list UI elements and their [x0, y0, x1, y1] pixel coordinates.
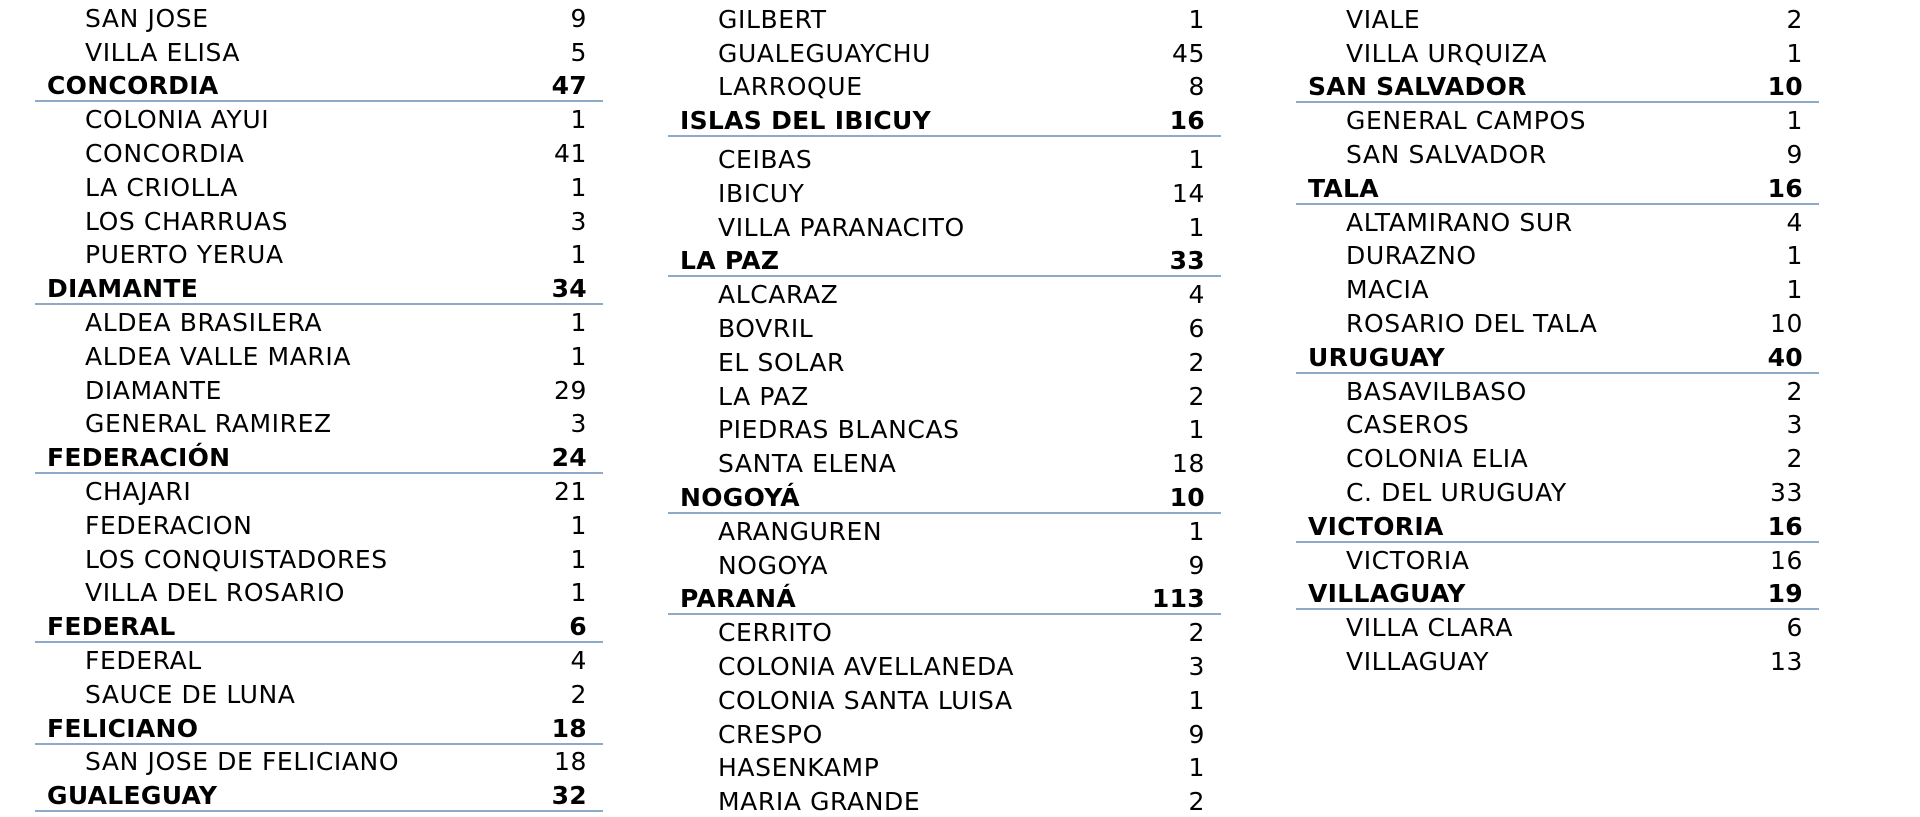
locality-row	[1308, 204, 1807, 238]
locality-row	[1308, 1, 1807, 35]
department-header-row	[47, 270, 591, 304]
locality-row	[47, 406, 591, 440]
locality-name: PUERTO YERUA	[85, 240, 284, 270]
locality-count: 1	[570, 341, 587, 371]
department-name: GUALEGUAY	[47, 781, 218, 811]
locality-column-2	[680, 1, 1209, 817]
locality-count: 9	[570, 3, 587, 33]
locality-row	[47, 676, 591, 710]
locality-name: IBICUY	[718, 178, 805, 208]
locality-row	[1308, 305, 1807, 339]
locality-row	[1308, 407, 1807, 441]
locality-count: 1	[570, 510, 587, 540]
locality-count: 2	[1786, 444, 1803, 474]
locality-count: 29	[553, 375, 587, 405]
locality-row	[680, 69, 1209, 103]
locality-row	[680, 716, 1209, 750]
department-header-row	[47, 68, 591, 102]
locality-row	[47, 34, 591, 68]
department-total: 40	[1767, 342, 1803, 372]
locality-name: LOS CONQUISTADORES	[85, 544, 388, 574]
locality-row	[680, 209, 1209, 243]
locality-name: CONCORDIA	[85, 138, 245, 168]
department-header-row	[680, 243, 1209, 277]
locality-row	[47, 541, 591, 575]
locality-count: 1	[1786, 241, 1803, 271]
locality-name: VILLA URQUIZA	[1346, 38, 1548, 68]
locality-count: 2	[1188, 618, 1205, 648]
locality-name: VILLAGUAY	[1346, 646, 1490, 676]
department-name: NOGOYÁ	[680, 482, 800, 512]
locality-name: SANTA ELENA	[718, 449, 897, 479]
department-header-row	[47, 608, 591, 642]
locality-count: 4	[1188, 280, 1205, 310]
locality-row	[680, 344, 1209, 378]
department-name: LA PAZ	[680, 246, 780, 276]
locality-count: 1	[1786, 106, 1803, 136]
locality-name: CRESPO	[718, 719, 823, 749]
locality-row	[680, 1, 1209, 35]
department-total: 10	[1169, 482, 1205, 512]
department-name: TALA	[1308, 173, 1379, 203]
locality-row	[680, 276, 1209, 310]
locality-count: 10	[1769, 308, 1803, 338]
locality-count: 18	[1171, 449, 1205, 479]
locality-name: BOVRIL	[718, 313, 814, 343]
locality-row	[47, 169, 591, 203]
locality-row	[680, 783, 1209, 817]
department-name: FEDERACIÓN	[47, 443, 231, 473]
locality-name: GILBERT	[718, 4, 827, 34]
department-name: ISLAS DEL IBICUY	[680, 106, 931, 136]
locality-name: SAUCE DE LUNA	[85, 679, 296, 709]
locality-name: VILLA CLARA	[1346, 613, 1514, 643]
locality-count: 3	[570, 409, 587, 439]
department-header-row	[47, 439, 591, 473]
locality-count: 2	[1786, 4, 1803, 34]
locality-count: 1	[570, 172, 587, 202]
locality-count: 2	[570, 679, 587, 709]
department-name: SAN SALVADOR	[1308, 72, 1527, 102]
locality-count: 2	[1188, 787, 1205, 817]
locality-count: 6	[1188, 313, 1205, 343]
locality-row	[47, 135, 591, 169]
locality-count: 1	[1188, 212, 1205, 242]
locality-row	[47, 203, 591, 237]
locality-count: 2	[1786, 376, 1803, 406]
department-header-row	[47, 710, 591, 744]
locality-count: 1	[1188, 144, 1205, 174]
locality-count: 13	[1769, 646, 1803, 676]
locality-row	[680, 513, 1209, 547]
locality-count: 9	[1786, 139, 1803, 169]
locality-row	[1308, 238, 1807, 272]
locality-count: 1	[1188, 753, 1205, 783]
locality-name: COLONIA SANTA LUISA	[718, 685, 1013, 715]
locality-name: ROSARIO DEL TALA	[1346, 308, 1598, 338]
department-total: 16	[1767, 511, 1803, 541]
locality-row	[1308, 271, 1807, 305]
locality-count: 1	[570, 307, 587, 337]
locality-name: FEDERAL	[85, 645, 202, 675]
locality-count: 1	[570, 544, 587, 574]
locality-name: COLONIA AYUI	[85, 105, 270, 135]
department-header-row	[1308, 508, 1807, 542]
locality-count: 2	[1188, 347, 1205, 377]
locality-row	[47, 237, 591, 271]
locality-count: 1	[1786, 275, 1803, 305]
locality-row	[680, 141, 1209, 175]
department-name: VICTORIA	[1308, 511, 1444, 541]
locality-name: C. DEL URUGUAY	[1346, 477, 1567, 507]
department-total: 16	[1767, 173, 1803, 203]
locality-row	[47, 101, 591, 135]
locality-count: 9	[1188, 550, 1205, 580]
department-header-row	[1308, 170, 1807, 204]
locality-count: 1	[570, 105, 587, 135]
locality-row	[680, 614, 1209, 648]
locality-name: COLONIA AVELLANEDA	[718, 651, 1015, 681]
locality-name: CERRITO	[718, 618, 833, 648]
department-name: DIAMANTE	[47, 274, 199, 304]
locality-name: NOGOYA	[718, 550, 829, 580]
locality-name: DURAZNO	[1346, 241, 1477, 271]
department-total: 32	[551, 781, 587, 811]
department-name: CONCORDIA	[47, 71, 219, 101]
locality-count: 16	[1769, 545, 1803, 575]
locality-name: LA CRIOLLA	[85, 172, 238, 202]
department-total: 113	[1151, 584, 1205, 614]
locality-name: MACIA	[1346, 275, 1430, 305]
locality-row	[680, 648, 1209, 682]
department-total: 33	[1169, 246, 1205, 276]
locality-row	[680, 445, 1209, 479]
locality-count: 9	[1188, 719, 1205, 749]
locality-row	[1308, 136, 1807, 170]
locality-count: 4	[570, 645, 587, 675]
locality-name: GUALEGUAYCHU	[718, 38, 931, 68]
department-total: 47	[551, 71, 587, 101]
department-header-row	[1308, 69, 1807, 103]
locality-name: VICTORIA	[1346, 545, 1470, 575]
locality-name: LARROQUE	[718, 72, 863, 102]
department-total: 18	[551, 713, 587, 743]
locality-row	[47, 338, 591, 372]
department-header-row	[680, 479, 1209, 513]
locality-count: 1	[1188, 516, 1205, 546]
locality-name: VIALE	[1346, 4, 1421, 34]
locality-name: VILLA DEL ROSARIO	[85, 578, 345, 608]
locality-name: FEDERACION	[85, 510, 253, 540]
locality-name: SAN JOSE DE FELICIANO	[85, 747, 400, 777]
department-total: 10	[1767, 72, 1803, 102]
locality-name: CHAJARI	[85, 476, 192, 506]
department-total: 6	[569, 612, 587, 642]
locality-name: ALDEA BRASILERA	[85, 307, 323, 337]
locality-count: 2	[1188, 381, 1205, 411]
locality-name: GENERAL CAMPOS	[1346, 106, 1587, 136]
locality-row	[47, 744, 591, 778]
locality-count: 3	[570, 206, 587, 236]
locality-row	[680, 35, 1209, 69]
locality-count: 1	[570, 240, 587, 270]
locality-row	[47, 642, 591, 676]
locality-row	[1308, 102, 1807, 136]
department-header-row	[1308, 576, 1807, 610]
department-total: 34	[551, 274, 587, 304]
locality-count: 1	[1188, 415, 1205, 445]
locality-row	[1308, 542, 1807, 576]
locality-column-3	[1308, 1, 1807, 677]
locality-name: GENERAL RAMIREZ	[85, 409, 332, 439]
department-total: 16	[1169, 106, 1205, 136]
locality-row	[47, 575, 591, 609]
locality-row	[1308, 35, 1807, 69]
locality-row	[47, 304, 591, 338]
locality-name: SAN SALVADOR	[1346, 139, 1547, 169]
locality-column-1	[47, 0, 591, 811]
locality-name: PIEDRAS BLANCAS	[718, 415, 960, 445]
locality-name: ALDEA VALLE MARIA	[85, 341, 352, 371]
locality-count: 1	[1188, 685, 1205, 715]
locality-name: HASENKAMP	[718, 753, 880, 783]
locality-row	[1308, 609, 1807, 643]
locality-row	[680, 378, 1209, 412]
locality-row	[1308, 440, 1807, 474]
locality-row	[1308, 474, 1807, 508]
locality-count: 8	[1188, 72, 1205, 102]
locality-name: ARANGUREN	[718, 516, 883, 546]
department-header-row	[1308, 339, 1807, 373]
locality-name: CEIBAS	[718, 144, 813, 174]
department-header-row	[680, 581, 1209, 615]
locality-count: 6	[1786, 613, 1803, 643]
locality-name: BASAVILBASO	[1346, 376, 1527, 406]
locality-count: 14	[1171, 178, 1205, 208]
locality-row	[680, 412, 1209, 446]
locality-count: 1	[1786, 38, 1803, 68]
locality-row	[47, 372, 591, 406]
locality-count: 33	[1769, 477, 1803, 507]
locality-name: SAN JOSE	[85, 3, 209, 33]
locality-count: 45	[1171, 38, 1205, 68]
department-name: PARANÁ	[680, 584, 797, 614]
locality-row	[680, 547, 1209, 581]
locality-name: LA PAZ	[718, 381, 809, 411]
department-total: 24	[551, 443, 587, 473]
locality-count: 21	[553, 476, 587, 506]
locality-count: 5	[570, 37, 587, 67]
locality-row	[680, 682, 1209, 716]
department-name: FELICIANO	[47, 713, 199, 743]
locality-name: ALCARAZ	[718, 280, 839, 310]
department-header-row	[680, 102, 1209, 136]
locality-count: 41	[553, 138, 587, 168]
locality-row	[680, 310, 1209, 344]
department-total: 19	[1767, 579, 1803, 609]
locality-count: 1	[570, 578, 587, 608]
locality-name: COLONIA ELIA	[1346, 444, 1529, 474]
locality-row	[1308, 373, 1807, 407]
locality-row	[680, 175, 1209, 209]
locality-row	[47, 507, 591, 541]
locality-row	[47, 473, 591, 507]
locality-count: 3	[1188, 651, 1205, 681]
locality-name: LOS CHARRUAS	[85, 206, 289, 236]
locality-name: ALTAMIRANO SUR	[1346, 207, 1573, 237]
locality-name: MARIA GRANDE	[718, 787, 921, 817]
locality-row	[47, 0, 591, 34]
locality-row	[680, 750, 1209, 784]
department-name: FEDERAL	[47, 612, 176, 642]
locality-row	[1308, 643, 1807, 677]
locality-count: 18	[553, 747, 587, 777]
department-name: URUGUAY	[1308, 342, 1446, 372]
locality-name: DIAMANTE	[85, 375, 222, 405]
department-header-row	[47, 777, 591, 811]
locality-count: 1	[1188, 4, 1205, 34]
locality-name: VILLA PARANACITO	[718, 212, 965, 242]
department-name: VILLAGUAY	[1308, 579, 1466, 609]
locality-count: 3	[1786, 410, 1803, 440]
locality-name: CASEROS	[1346, 410, 1470, 440]
locality-name: VILLA ELISA	[85, 37, 241, 67]
locality-name: EL SOLAR	[718, 347, 845, 377]
locality-count: 4	[1786, 207, 1803, 237]
